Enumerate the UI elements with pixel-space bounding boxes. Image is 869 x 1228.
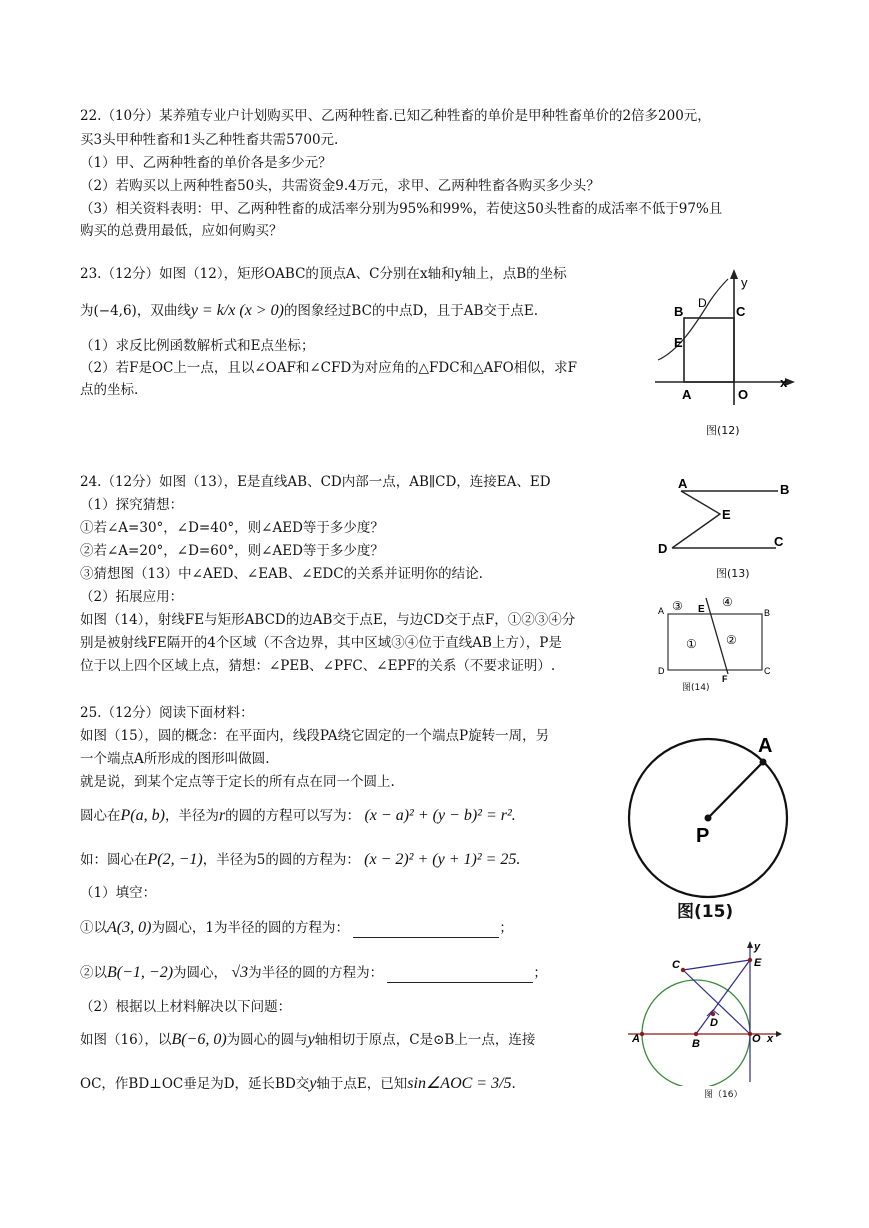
- q25-line-7: （1）填空：: [80, 885, 157, 901]
- fig12-label-x: x: [780, 375, 788, 390]
- q25-line-3: 一个端点A所形成的图形叫做圆.: [80, 751, 270, 767]
- q25-line-2: 如图（15），圆的概念：在平面内，线段PA绕它固定的一个端点P旋转一周，另: [80, 728, 550, 744]
- q25-line-1: 25.（12分）阅读下面材料：: [80, 705, 254, 721]
- q23-line-3: （1）求反比例函数解析式和E点坐标；: [80, 338, 315, 354]
- q25-line-8: [80, 918, 513, 938]
- q25-line-6: [80, 850, 520, 870]
- q25-line-8a: ①以: [80, 920, 107, 936]
- q23-line-4: （2）若F是OC上一点，且以∠OAF和∠CFD为对应角的△FDC和△AFO相似，求F: [80, 360, 578, 376]
- fig14-label-d: D: [658, 666, 665, 676]
- fig16-label-a: A: [632, 1033, 640, 1045]
- q24-line-8: 别是被射线FE隔开的4个区域（不含边界，其中区域③④位于直线AB上方），P是: [80, 635, 562, 651]
- figure-15: [622, 726, 814, 902]
- fig14-region-3: ③: [672, 599, 683, 613]
- fig14-label-e: E: [698, 604, 705, 615]
- q22-line-4: （2）若购买以上两种牲畜50头，共需资金9.4万元，求甲、乙两种牲畜各购买多少头？: [80, 178, 600, 194]
- fig15-label-a: A: [758, 735, 773, 757]
- q24-line-2: （1）探究猜想：: [80, 497, 184, 513]
- q24-line-5: ③猜想图（13）中∠AED、∠EAB、∠EDC的关系并证明你的结论.: [80, 566, 483, 582]
- figure-12-caption: 图(12): [706, 424, 740, 437]
- q25-line-5: [80, 806, 516, 826]
- q25-line-5b: ，半径为: [164, 808, 219, 824]
- q25-line-5a: 圆心在: [80, 808, 121, 824]
- q25-line-8b: 为圆心，1为半径的圆的方程为：: [151, 920, 350, 936]
- fig14-region-1: ①: [686, 637, 697, 651]
- figure-14-caption: 图(14): [682, 683, 710, 693]
- q23-line-2b: 的图象经过BC的中点D，且于AB交于点E.: [283, 303, 539, 319]
- fig13-label-b: B: [780, 482, 790, 497]
- fig16-label-c: C: [672, 959, 680, 971]
- q25-line-5c: 的圆的方程可以写为：: [225, 808, 361, 824]
- q25-line-11b: 为圆心的圆与: [226, 1032, 308, 1048]
- q23-line-5: 点的坐标.: [80, 382, 139, 398]
- q22-line-6: 购买的总费用最低，应如何购买？: [80, 223, 283, 239]
- fig12-label-c: C: [736, 304, 746, 319]
- q24-line-9: 位于以上四个区域上点，猜想：∠PEB、∠PFC、∠EPF的关系（不要求证明）.: [80, 658, 556, 674]
- radius-sqrt3: √3: [231, 964, 249, 981]
- q22-line-2: 买3头甲种牲畜和1头乙种牲畜共需5700元.: [80, 132, 339, 148]
- q25-line-6b: ，半径为5的圆的方程为：: [202, 852, 360, 868]
- fig13-label-d: D: [658, 541, 668, 556]
- fig12-label-a: A: [682, 387, 692, 402]
- q25-line-9a: ②以: [80, 965, 107, 981]
- q25-line-9d: ；: [533, 965, 547, 981]
- q25-line-9b: 为圆心，: [173, 965, 228, 981]
- fig14-label-a: A: [658, 606, 665, 616]
- q25-line-9c: 为半径的圆的方程为：: [248, 965, 384, 981]
- q25-line-12: [80, 1074, 516, 1094]
- q25-line-10: （2）根据以上材料解决以下问题：: [80, 999, 292, 1015]
- figure-13: [652, 474, 802, 564]
- fig13-label-e: E: [722, 507, 731, 522]
- fig12-label-b: B: [674, 304, 684, 319]
- figure-12: [650, 265, 800, 415]
- fig13-label-a: A: [678, 476, 688, 491]
- figure-16: [626, 936, 786, 1086]
- answer-blank-2[interactable]: [387, 968, 533, 983]
- figure-13-caption: 图(13): [716, 567, 750, 580]
- fig12-label-y: y: [741, 275, 748, 290]
- fig16-label-y: y: [754, 941, 761, 953]
- q25-line-4: 就是说，到某个定点等于定长的所有点在同一个圆上.: [80, 774, 395, 790]
- q25-line-12c: .: [511, 1076, 516, 1092]
- example-center: P(2, −1): [147, 851, 203, 868]
- fig12-label-e: E: [674, 335, 683, 350]
- q22-line-1: 22.（10分）某养殖专业户计划购买甲、乙两种牲畜.已知乙种牲畜的单价是甲种牲畜单价的2倍多200元，: [80, 108, 711, 124]
- hyperbola-formula: y = k/x (x > 0): [190, 302, 284, 319]
- y-axis-symbol: y: [307, 1031, 315, 1048]
- fig14-region-2: ②: [726, 633, 737, 647]
- q23-line-2: [80, 301, 538, 321]
- fig12-label-o: O: [738, 387, 749, 402]
- example-equation: (x − 2)² + (y + 1)² = 25.: [364, 851, 521, 868]
- fig14-region-4: ④: [722, 595, 733, 609]
- figure-14: [650, 592, 780, 682]
- center-a: A(3, 0): [107, 919, 152, 936]
- q25-line-12b: 轴于点E，已知: [316, 1076, 408, 1092]
- q25-line-11a: 如图（16），以: [80, 1032, 172, 1048]
- q22-line-5: （3）相关资料表明：甲、乙两种牲畜的成活率分别为95%和99%，若使这50头牲畜的成活率不低于97%且: [80, 201, 723, 217]
- q22-line-3: （1）甲、乙两种牲畜的单价各是多少元？: [80, 155, 332, 171]
- q23-line-2a: 为(−4,6)，双曲线: [80, 303, 191, 319]
- answer-blank-1[interactable]: [353, 923, 499, 938]
- circle-center-formula: P(a, b): [120, 807, 165, 824]
- q25-line-11c: 轴相切于原点，C是⊙B上一点，连接: [314, 1032, 536, 1048]
- fig14-label-f: F: [722, 674, 728, 682]
- q24-line-7: 如图（14），射线FE与矩形ABCD的边AB交于点E，与边CD交于点F，①②③④分: [80, 612, 576, 628]
- center-b: B(−1, −2): [107, 964, 174, 981]
- q23-line-1: 23.（12分）如图（12），矩形OABC的顶点A、C分别在x轴和y轴上，点B的坐标: [80, 266, 567, 282]
- fig16-label-b: B: [692, 1038, 700, 1050]
- fig15-label-p: P: [696, 825, 710, 847]
- figure-16-caption: 图（16）: [704, 1090, 743, 1100]
- fig14-label-c: C: [764, 666, 771, 676]
- q25-line-12a: OC，作BD⊥OC垂足为D，延长BD交: [80, 1076, 310, 1092]
- sin-aoc-formula: sin∠AOC = 3/5: [407, 1075, 512, 1092]
- q24-line-1: 24.（12分）如图（13），E是直线AB、CD内部一点，AB∥CD，连接EA、ED: [80, 474, 551, 490]
- fig14-label-b: B: [764, 608, 771, 618]
- fig16-label-e: E: [754, 957, 762, 969]
- q25-line-8c: ；: [499, 920, 513, 936]
- q25-line-6a: 如：圆心在: [80, 852, 148, 868]
- fig12-label-d: D: [698, 296, 707, 310]
- fig13-label-c: C: [774, 534, 784, 549]
- figure-15-caption: 图(15): [677, 902, 734, 922]
- circle-equation-general: (x − a)² + (y − b)² = r².: [364, 807, 516, 824]
- y-axis-symbol-2: y: [309, 1075, 317, 1092]
- center-b-problem: B(−6, 0): [171, 1031, 227, 1048]
- q25-line-11: [80, 1030, 535, 1050]
- q25-line-9: [80, 963, 547, 983]
- fig16-label-x: x: [767, 1033, 774, 1045]
- fig16-label-o: O: [752, 1033, 761, 1045]
- fig16-label-d: D: [710, 1017, 718, 1029]
- q24-line-6: （2）拓展应用：: [80, 589, 184, 605]
- q24-line-3: ①若∠A=30°，∠D=40°，则∠AED等于多少度？: [80, 520, 384, 536]
- q24-line-4: ②若∠A=20°，∠D=60°，则∠AED等于多少度？: [80, 543, 384, 559]
- radius-symbol: r: [218, 807, 226, 824]
